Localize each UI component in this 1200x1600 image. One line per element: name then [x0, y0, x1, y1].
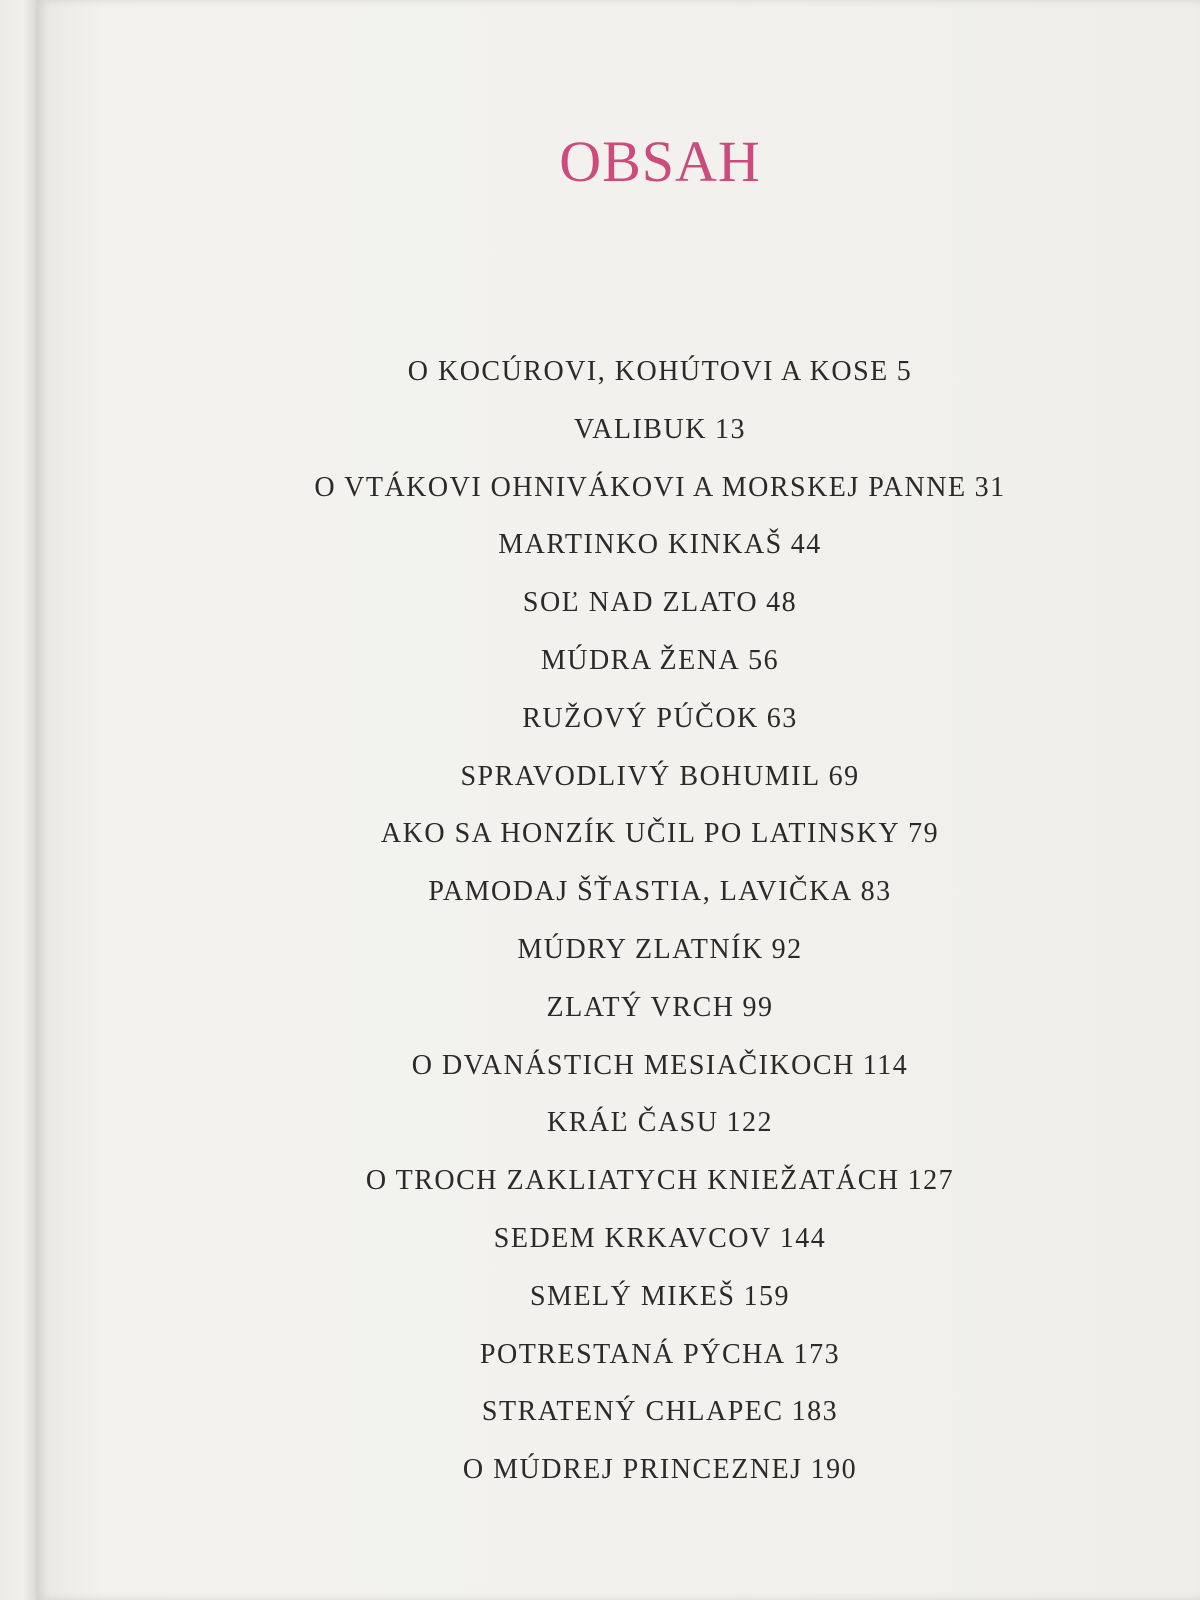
toc-entry-title: ZLATÝ VRCH [546, 991, 735, 1023]
toc-entry [36, 632, 1200, 690]
toc-entry-title: SEDEM KRKAVCOV [493, 1222, 772, 1254]
toc-entry [36, 863, 1200, 921]
toc-entry [36, 1268, 1200, 1326]
toc-entry [36, 459, 1200, 517]
toc-entry-page: 83 [860, 876, 892, 908]
toc-entry-title: O DVANÁSTICH MESIAČIKOCH [411, 1049, 855, 1081]
toc-entry-page: 173 [793, 1338, 841, 1370]
toc-entry [36, 574, 1200, 632]
toc-entry-page: 99 [742, 991, 774, 1023]
toc-entry [36, 748, 1200, 806]
toc-entry [36, 921, 1200, 979]
toc-entry-page: 69 [828, 760, 860, 792]
toc-entry-page: 5 [896, 356, 913, 387]
toc-entry [36, 1210, 1200, 1268]
toc-entry-title: SOĽ NAD ZLATO [522, 587, 759, 619]
toc-entry-page: 56 [748, 644, 780, 676]
toc-entry-page: 31 [974, 471, 1006, 503]
toc-entry [36, 516, 1200, 574]
toc-entry-title: O KOCÚROVI, KOHÚTOVI A KOSE [407, 356, 889, 387]
toc-entry-page: 63 [766, 702, 798, 734]
toc-entry [36, 401, 1200, 459]
toc-entry [36, 979, 1200, 1037]
toc-entry-title: SMELÝ MIKEŠ [529, 1280, 736, 1312]
toc-entry-title: MÚDRA ŽENA [540, 644, 741, 676]
toc-entry [36, 805, 1200, 863]
toc-entry-page: 122 [726, 1107, 773, 1139]
toc-entry-title: KRÁĽ ČASU [547, 1107, 719, 1139]
page-title: OBSAH [559, 129, 761, 194]
book-page [36, 0, 1200, 1600]
toc-entry-title: O VTÁKOVI OHNIVÁKOVI A MORSKEJ PANNE [314, 471, 967, 503]
toc-entry-title: SPRAVODLIVÝ BOHUMIL [460, 760, 821, 792]
toc-entry-page: 114 [862, 1049, 909, 1081]
toc-entry [36, 1441, 1200, 1499]
toc-entry-page: 44 [790, 529, 822, 561]
toc-entry-title: MARTINKO KINKAŠ [498, 529, 783, 561]
toc-entry [36, 1326, 1200, 1384]
toc-entry-page: 190 [810, 1454, 858, 1486]
toc-entry-title: STRATENÝ CHLAPEC [481, 1396, 784, 1428]
toc-entry [36, 1152, 1200, 1210]
toc-entry-page: 127 [907, 1165, 955, 1197]
table-of-contents [36, 343, 1200, 1499]
toc-entry-page: 79 [908, 818, 940, 850]
toc-entry [36, 343, 1200, 401]
toc-entry-page: 144 [779, 1222, 827, 1254]
toc-entry-title: AKO SA HONZÍK UČIL PO LATINSKY [380, 818, 901, 850]
toc-entry-page: 183 [791, 1396, 839, 1428]
toc-entry-title: PAMODAJ ŠŤASTIA, LAVIČKA [428, 876, 853, 908]
toc-entry-page: 13 [714, 413, 746, 445]
toc-entry-title: MÚDRY ZLATNÍK [517, 933, 764, 965]
toc-entry-page: 92 [771, 933, 803, 965]
toc-entry-title: RUŽOVÝ PÚČOK [522, 702, 759, 734]
toc-entry-title: O MÚDREJ PRINCEZNEJ [462, 1454, 803, 1486]
book-spine-edge [0, 0, 38, 1600]
toc-entry-title: O TROCH ZAKLIATYCH KNIEŽATÁCH [365, 1165, 900, 1197]
toc-entry [36, 1383, 1200, 1441]
toc-entry [36, 1094, 1200, 1152]
toc-entry [36, 1037, 1200, 1095]
toc-entry-title: VALIBUK [574, 413, 707, 445]
toc-entry-title: POTRESTANÁ PÝCHA [479, 1338, 786, 1370]
toc-entry-page: 159 [743, 1280, 790, 1312]
toc-entry-page: 48 [766, 587, 798, 619]
toc-entry [36, 690, 1200, 748]
